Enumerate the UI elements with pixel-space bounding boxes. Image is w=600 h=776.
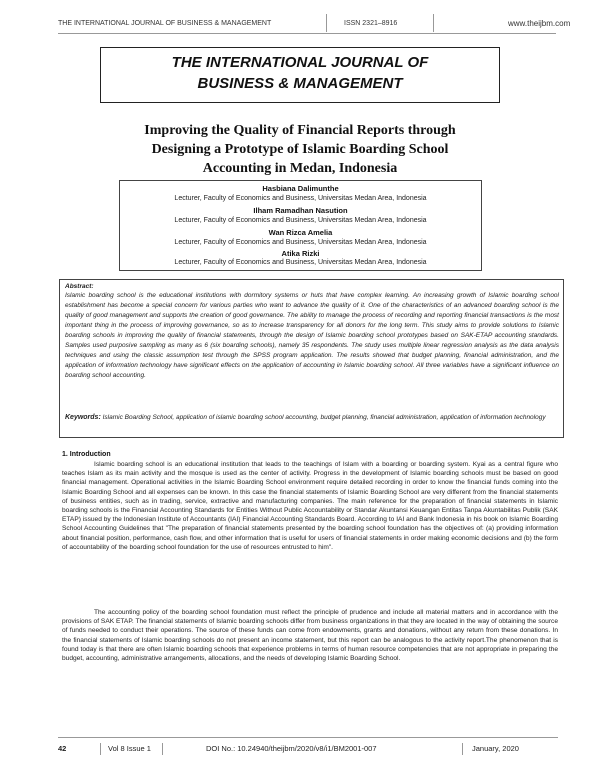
authors-box bbox=[119, 180, 482, 271]
body-paragraph: Islamic boarding school is an educational institution that leads to the teachings of Islam with a boarding or boarding system. Kyai as a central figure who teaches Islam as its main activity and the mosque is used as the center of activity. Progress in the development of Islamic boarding schools must be based on good financial management. Operational activities in the Islamic Boarding School environment require detailed recording in order to know the financial funds coming into the Islamic Boarding School and all expenses can be known. In this case the financial statements of Islamic Boarding School are very different from the financial statements of business entities, such as in trading, service, extractive and manufacturing companies. The main reference for the preparation of financial statements in Islamic boarding schools is the Financial Accounting Standards for Entities Without Public Accountability or Standar Akuntansi Keuangan Entitas Tanpa Akuntabilitas Publik (SAK ETAP) issued by the Indonesian Institute of Accountants (IAI) Financial Accounting Standards Board. According to IAI and Bank Indonesia in his book on Islamic Boarding School Accounting Guidelines that "The preparation of financial statements presented by the boarding school foundation has the objectives of: (a) providing information about financial position, performance, cash flow, and other information that is useful for users of financial statements in order making economic decisions and (b) the form of accountability of the boarding school foundation for the use of resources entrusted to him". bbox=[62, 461, 558, 551]
header-rule bbox=[58, 33, 556, 34]
footer-divider bbox=[100, 743, 101, 755]
author-name: Atika Rizki bbox=[281, 249, 320, 258]
journal-title-box bbox=[100, 47, 500, 103]
author-affiliation: Lecturer, Faculty of Economics and Business, Universitas Medan Area, Indonesia bbox=[174, 259, 427, 266]
paper-title-line-3: Accounting in Medan, Indonesia bbox=[202, 161, 398, 176]
abstract-box bbox=[59, 279, 564, 438]
header-divider bbox=[326, 14, 327, 32]
footer bbox=[58, 743, 558, 757]
paper-title-line-2: Designing a Prototype of Islamic Boarding School bbox=[151, 142, 449, 157]
volume-issue: Vol 8 Issue 1 bbox=[108, 744, 151, 753]
header-divider bbox=[433, 14, 434, 32]
author-affiliation: Lecturer, Faculty of Economics and Business, Universitas Medan Area, Indonesia bbox=[174, 239, 427, 246]
abstract-text: Islamic boarding school is the educational institutions with dormitory systems or huts that have complex learning. An increasing growth of Islamic boarding school establishment has become a special concern for various parties who want to advance the quality of it. One of the characteristics of an advanced boarding school is the quality of good management and supports the creation of good governance. The ability to manage the process of recording and reporting financial transactions is the most important thing in the process of improving governance, so as to increase transparency for all donors for the long term. This study aims to provide solutions to Islamic boarding schools in improving the quality of financial statements, through the design of Islamic boarding school prototypes based on SAK-ETAP accounting standards. Samples used purposive sampling as many as 6 (six boarding schools), namely 35 respondents. The study uses multiple linear regression analysis as the data analysis techniques and using the classic assumption test through the SPSS program application. The results showed that budget planning, financial administration, and the application of information technology have significant effects on the application of accounting in Islamic boarding school. All three variables have a significant influence on boarding school accounting. bbox=[65, 292, 559, 379]
publication-date: January, 2020 bbox=[472, 744, 519, 753]
author-affiliation: Lecturer, Faculty of Economics and Business, Universitas Medan Area, Indonesia bbox=[174, 195, 427, 202]
body-paragraph: The accounting policy of the boarding school foundation must reflect the principle of prudence and include all material matters and in accordance with the provisions of SAK ETAP. The financial statements of Islamic boarding schools differ from business organizations in that they are located in the way of obtaining the source of funds needed to conduct their operations. The source of these funds can come from endowments, grants and donations, without any return from these donations. In the financial statements of Islamic boarding schools do not present an income statement, but this report can be analogous to the activity report.The phenomenon that is found today is that there are often Islamic boarding schools that experience problems in terms of human resource competencies that are not appropriate in preparing the budget, accounting, administrative arrangements, allocations, and the needs of developing Islamic Boarding School. bbox=[62, 609, 558, 663]
header-journal-name: THE INTERNATIONAL JOURNAL OF BUSINESS & MANAGEMENT bbox=[58, 20, 272, 27]
journal-title-line-2: BUSINESS & MANAGEMENT bbox=[197, 75, 403, 92]
doi-link[interactable]: DOI No.: 10.24940/theijbm/2020/v8/i1/BM2001-007 bbox=[206, 744, 377, 753]
running-header bbox=[58, 14, 571, 32]
keywords-label: Keywords: bbox=[65, 414, 101, 421]
author-name: Wan Rizca Amelia bbox=[268, 228, 333, 237]
author-name: Hasbiana Dalimunthe bbox=[262, 184, 339, 193]
footer-divider bbox=[462, 743, 463, 755]
footer-divider bbox=[162, 743, 163, 755]
footer-rule bbox=[58, 737, 558, 738]
page-number: 42 bbox=[58, 744, 67, 753]
paper-title-line-1: Improving the Quality of Financial Reports through bbox=[144, 123, 456, 138]
author-name: Ilham Ramadhan Nasution bbox=[253, 206, 348, 215]
section-heading: 1. Introduction bbox=[62, 451, 111, 458]
header-website-link[interactable]: www.theijbm.com bbox=[508, 19, 571, 28]
header-issn: ISSN 2321–8916 bbox=[344, 20, 398, 27]
journal-title-line-1: THE INTERNATIONAL JOURNAL OF bbox=[171, 54, 429, 71]
keywords bbox=[65, 413, 559, 423]
abstract-label: Abstract: bbox=[65, 283, 94, 290]
author-affiliation: Lecturer, Faculty of Economics and Business, Universitas Medan Area, Indonesia bbox=[174, 217, 427, 224]
keywords-text: Islamic Boarding School, application of islamic boarding school accounting, budget planning, financial administration, application of information technology bbox=[102, 414, 546, 421]
